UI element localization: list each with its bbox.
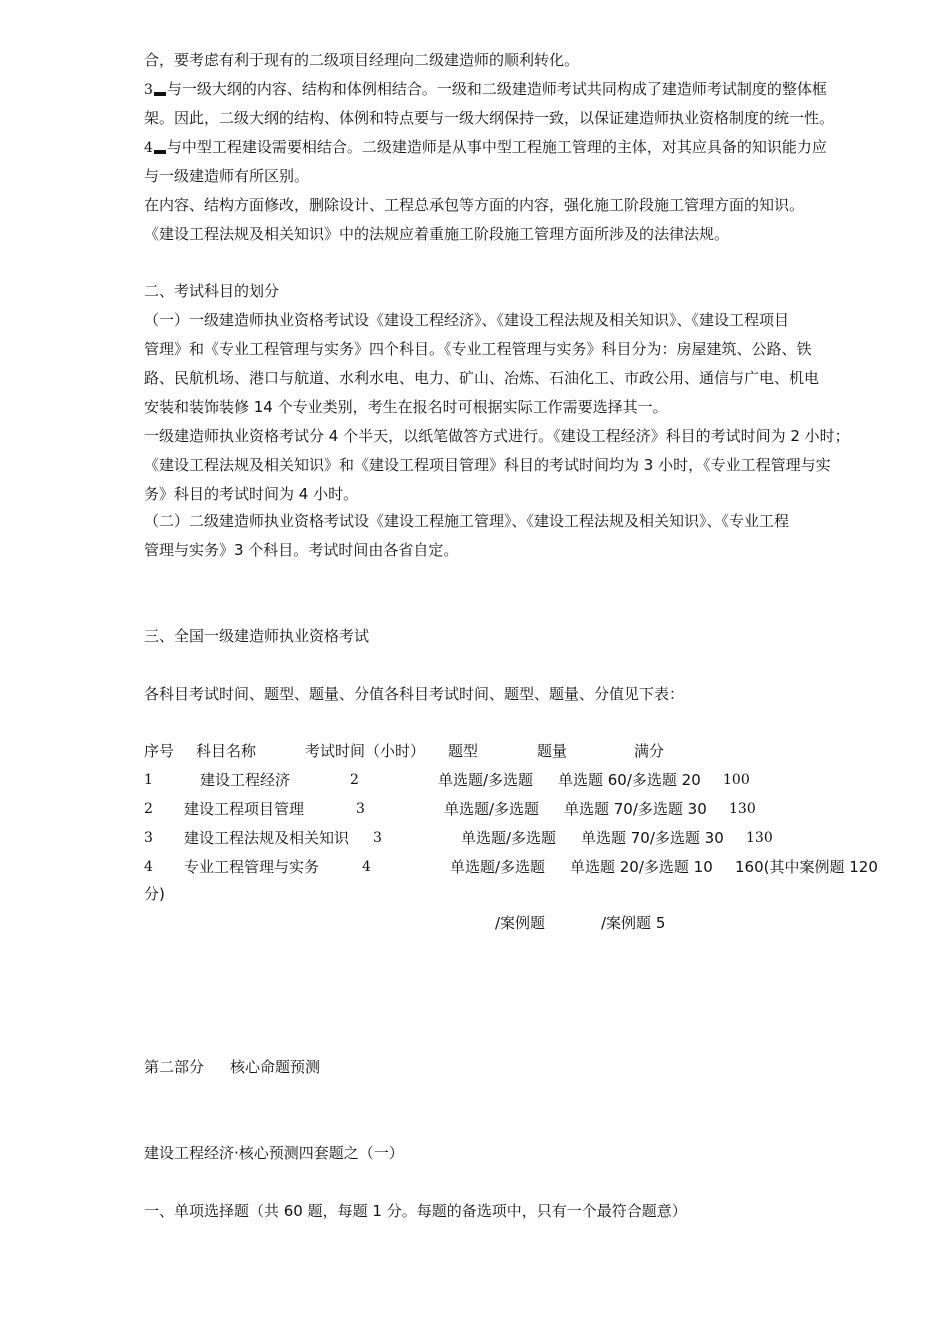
row-index: 1 [144, 772, 153, 788]
item-number: 3 [144, 82, 153, 98]
item-number: 4 [144, 140, 153, 156]
part-title: 核心命题预测 [230, 1058, 321, 1076]
section-heading: 三、全国一级建造师执业资格考试 [144, 627, 370, 645]
list-marker [154, 92, 166, 96]
row-time: 2 [350, 772, 359, 788]
header-count: 题量 [537, 742, 568, 760]
row-count: 单选题 70/多选题 30 [564, 800, 707, 818]
row-score: 130 [729, 801, 756, 817]
row-count: 单选题 20/多选题 10 [570, 858, 713, 876]
part-heading [144, 1057, 320, 1077]
intro-line-2 [144, 79, 827, 100]
row-score: 130 [746, 830, 773, 846]
quiz-title: 建设工程经济·核心预测四套题之（一） [144, 1144, 404, 1162]
header-time: 考试时间（小时） [305, 742, 426, 760]
row-type: 单选题/多选题 [450, 858, 546, 876]
row-subject: 建设工程法规及相关知识 [184, 829, 350, 847]
row-index: 3 [144, 830, 153, 846]
header-subject: 科目名称 [196, 742, 257, 760]
intro-line-4 [144, 137, 827, 158]
row-type: 单选题/多选题 [461, 829, 557, 847]
paragraph-line: 管理与实务》3 个科目。考试时间由各省自定。 [144, 541, 459, 559]
row-type-continuation: /案例题 [495, 914, 546, 932]
list-marker [154, 150, 166, 154]
row-subject: 建设工程经济 [200, 771, 291, 789]
paragraph-line: 务》科目的考试时间为 4 小时。 [144, 485, 359, 503]
intro-line-2-text: 与一级大纲的内容、结构和体例相结合。一级和二级建造师考试共同构成了建造师考试制度的整体框 [166, 80, 827, 98]
row-count: 单选题 70/多选题 30 [581, 829, 724, 847]
part-label: 第二部分 [144, 1058, 205, 1076]
row-subject: 建设工程项目管理 [184, 800, 305, 818]
row-type: 单选题/多选题 [438, 771, 534, 789]
header-score: 满分 [634, 742, 665, 760]
row-time: 4 [362, 859, 371, 875]
row-time: 3 [373, 830, 382, 846]
header-index: 序号 [144, 742, 175, 760]
paragraph-line: 管理》和《专业工程管理与实务》四个科目。《专业工程管理与实务》科目分为：房屋建筑、公路、铁 [144, 340, 812, 358]
row-count-continuation: /案例题 5 [601, 914, 666, 932]
intro-line-4-text: 与中型工程建设需要相结合。二级建造师是从事中型工程施工管理的主体，对其应具备的知识能力应 [166, 138, 827, 156]
row-time: 3 [356, 801, 365, 817]
row-subject: 专业工程管理与实务 [184, 858, 320, 876]
paragraph-line: 一级建造师执业资格考试分 4 个半天，以纸笔做答方式进行。《建设工程经济》科目的考试时间为 2 小时； [144, 427, 850, 445]
row-type: 单选题/多选题 [444, 800, 540, 818]
intro-line-7: 《建设工程法规及相关知识》中的法规应着重施工阶段施工管理方面所涉及的法律法规。 [144, 225, 730, 243]
section-heading: 二、考试科目的划分 [144, 282, 280, 300]
paragraph-line: 安装和装饰装修 14 个专业类别，考生在报名时可根据实际工作需要选择其一。 [144, 398, 668, 416]
intro-line-3: 架。因此，二级大纲的结构、体例和特点要与一级大纲保持一致，以保证建造师执业资格制度的统一性。 [144, 109, 835, 127]
paragraph-line: 《建设工程法规及相关知识》和《建设工程项目管理》科目的考试时间均为 3 小时，《专业工程管理与实 [144, 456, 831, 474]
row-count: 单选题 60/多选题 20 [558, 771, 701, 789]
question-section-heading: 一、单项选择题（共 60 题，每题 1 分。每题的备选项中，只有一个最符合题意） [144, 1202, 687, 1220]
intro-line-6: 在内容、结构方面修改，删除设计、工程总承包等方面的内容，强化施工阶段施工管理方面的知识。 [144, 196, 805, 214]
paragraph-line: （二）二级建造师执业资格考试设《建设工程施工管理》、《建设工程法规及相关知识》、《专业工程 [144, 512, 790, 530]
header-type: 题型 [448, 742, 479, 760]
intro-line-5: 与一级建造师有所区别。 [144, 167, 310, 185]
row-index: 4 [144, 859, 153, 875]
row-score: 100 [723, 772, 750, 788]
intro-line-1: 合，要考虑有利于现有的二级项目经理向二级建造师的顺利转化。 [144, 51, 580, 69]
row-index: 2 [144, 801, 153, 817]
paragraph-line: （一）一级建造师执业资格考试设《建设工程经济》、《建设工程法规及相关知识》、《建设工程项目 [144, 311, 790, 329]
table-intro: 各科目考试时间、题型、题量、分值各科目考试时间、题型、题量、分值见下表： [144, 685, 685, 703]
row-score-wrap: 分) [144, 885, 165, 903]
paragraph-line: 路、民航机场、港口与航道、水利水电、电力、矿山、冶炼、石油化工、市政公用、通信与广电、机电 [144, 369, 820, 387]
row-score: 160(其中案例题 120 [735, 858, 878, 876]
